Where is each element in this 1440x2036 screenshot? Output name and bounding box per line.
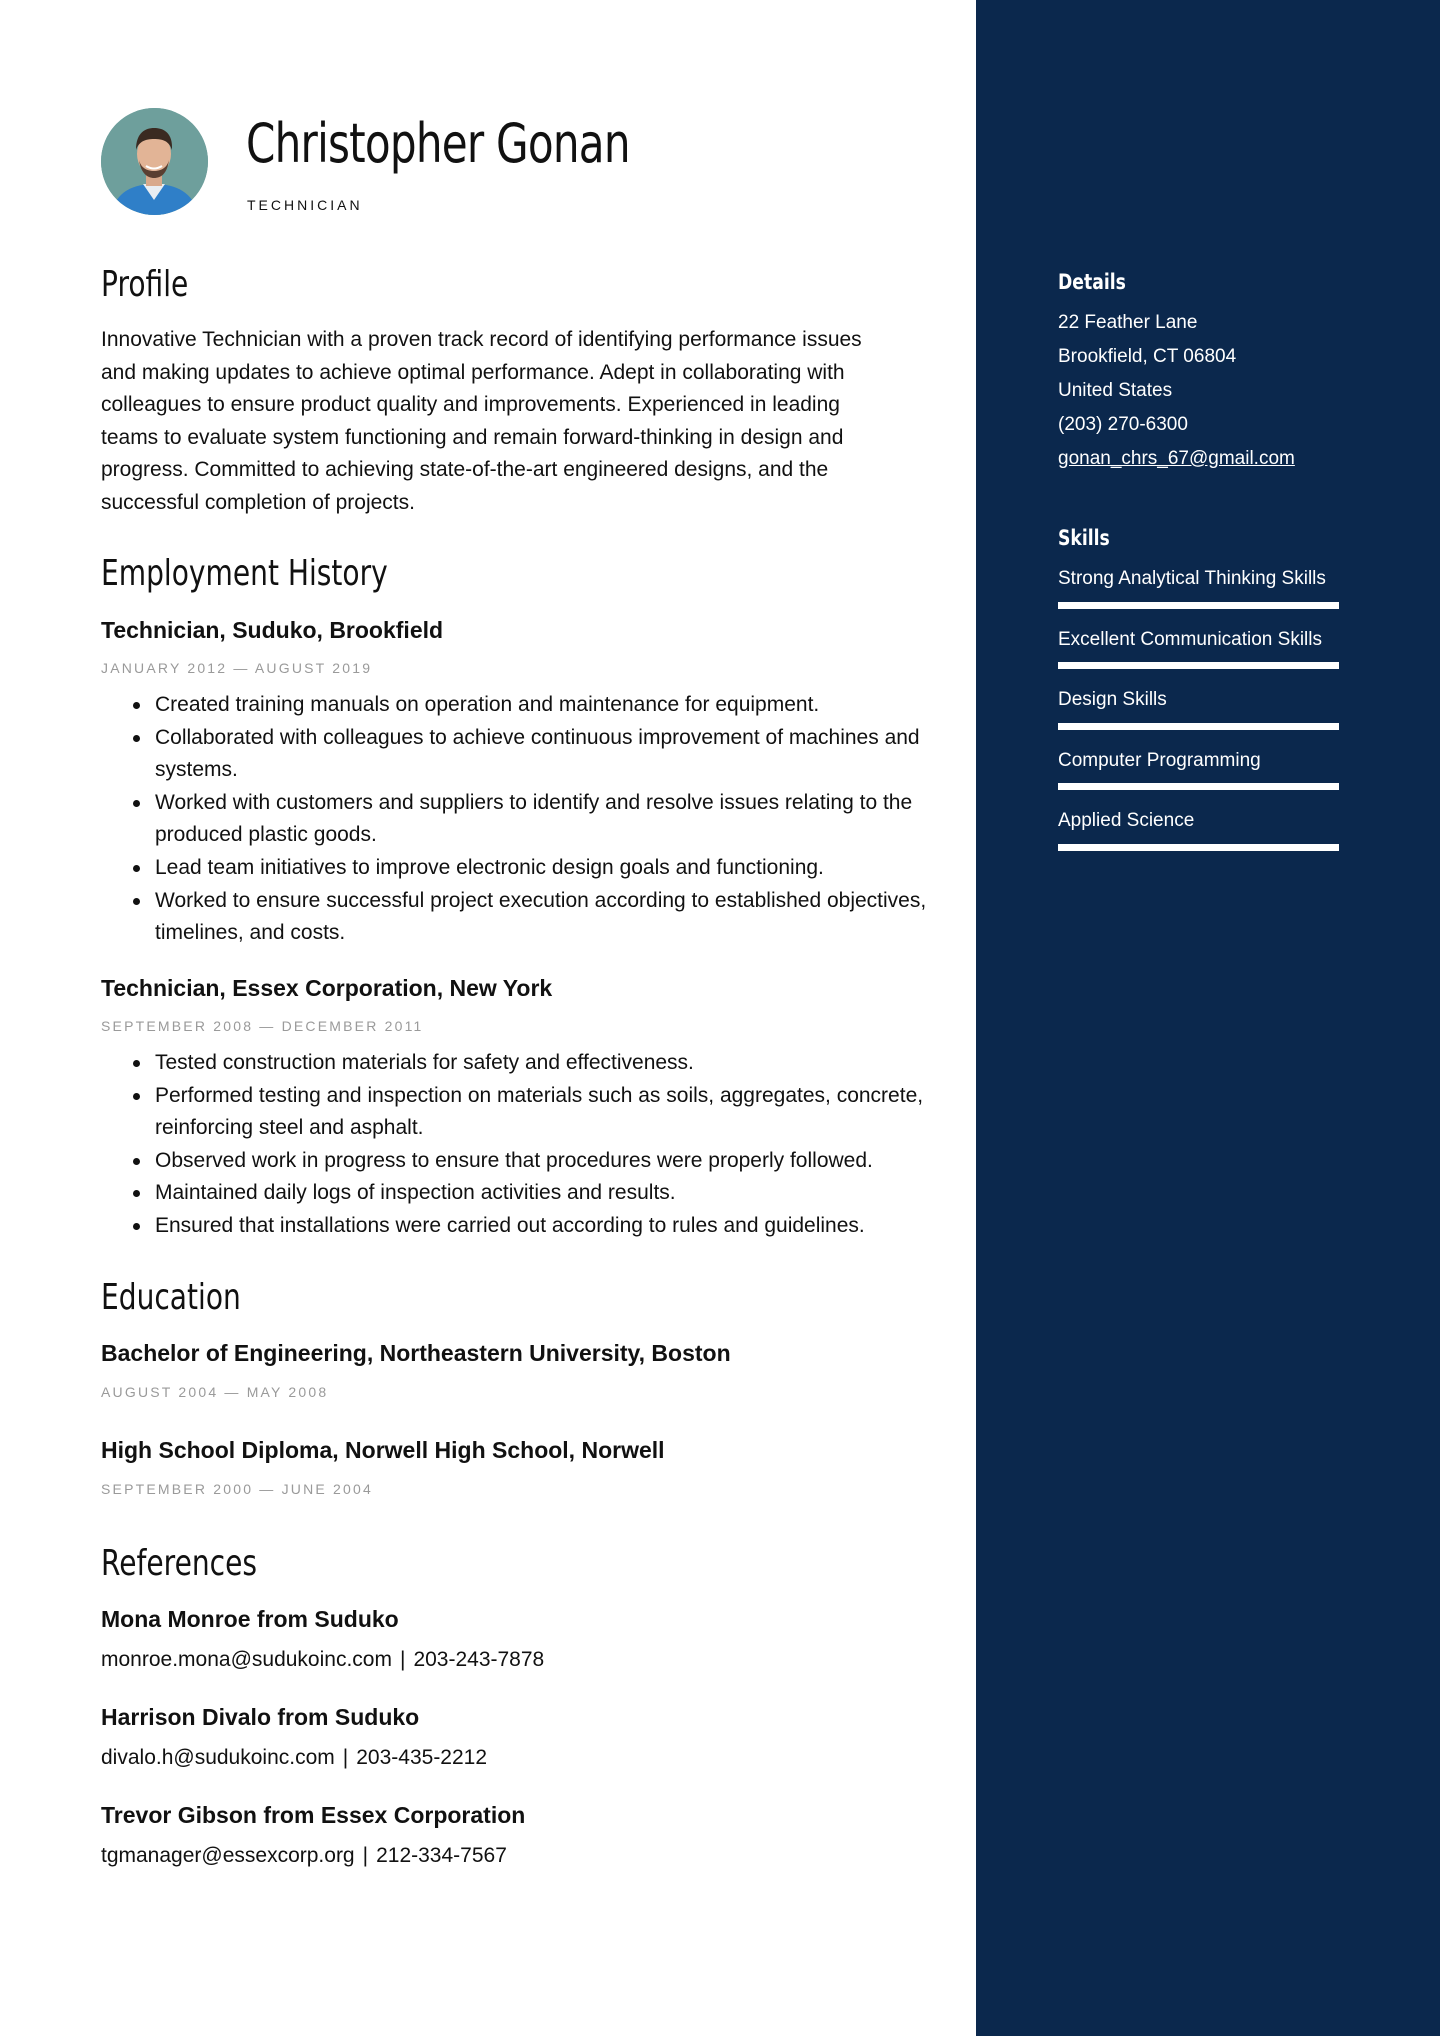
job-title: Technician, Suduko, Brookfield [101,617,444,643]
reference-name: Trevor Gibson from Essex Corporation [101,1802,526,1828]
reference-contact [101,1746,487,1770]
candidate-name: Christopher Gonan [246,112,630,175]
reference-phone: 212-334-7567 [376,1844,507,1867]
skill-label: Design Skills [1058,689,1167,710]
job-bullet: Performed testing and inspection on materials such as soils, aggregates, concrete, reinforcing steel and asphalt. [155,1080,955,1145]
job-dates: JANUARY 2012 — AUGUST 2019 [101,660,373,676]
job-bullet: Collaborated with colleagues to achieve continuous improvement of machines and systems. [155,722,955,787]
skill-label: Excellent Communication Skills [1058,629,1322,650]
reference-name: Harrison Divalo from Suduko [101,1704,420,1730]
reference-separator: | [362,1844,369,1867]
job-dates: SEPTEMBER 2008 — DECEMBER 2011 [101,1018,424,1034]
skill-level-bar [1058,723,1339,730]
reference-separator: | [342,1746,349,1769]
education-heading: Education [101,1277,241,1318]
education-title: High School Diploma, Norwell High School, Norwell [101,1437,665,1463]
details-heading: Details [1058,270,1126,294]
job-bullet: Worked with customers and suppliers to identify and resolve issues relating to the produced plastic goods. [155,787,955,852]
education-title: Bachelor of Engineering, Northeastern University, Boston [101,1340,731,1366]
job-bullet: Tested construction materials for safety and effectiveness. [155,1047,955,1080]
references-heading: References [101,1543,258,1584]
education-dates: SEPTEMBER 2000 — JUNE 2004 [101,1481,373,1497]
education-dates: AUGUST 2004 — MAY 2008 [101,1384,329,1400]
skills-heading: Skills [1058,526,1110,550]
address-line-2: Brookfield, CT 06804 [1058,346,1237,367]
job-title: Technician, Essex Corporation, New York [101,975,553,1001]
phone-number: (203) 270-6300 [1058,414,1188,435]
reference-separator: | [399,1648,406,1671]
job-bullet-list [101,689,955,950]
skill-level-bar [1058,662,1339,669]
reference-contact [101,1648,544,1672]
person-photo-icon [101,108,208,215]
job-bullet: Lead team initiatives to improve electronic design goals and functioning. [155,852,955,885]
job-bullet: Maintained daily logs of inspection activities and results. [155,1177,955,1210]
skill-label: Applied Science [1058,810,1195,831]
candidate-title: TECHNICIAN [247,197,363,213]
job-bullet: Ensured that installations were carried out according to rules and guidelines. [155,1210,955,1243]
address-country: United States [1058,380,1173,401]
employment-heading: Employment History [101,553,388,594]
job-bullet-list [101,1047,955,1243]
job-bullet: Worked to ensure successful project execution according to established objectives, timelines, and costs. [155,885,955,950]
skill-label: Strong Analytical Thinking Skills [1058,568,1326,589]
skill-level-bar [1058,844,1339,851]
job-bullet: Created training manuals on operation and maintenance for equipment. [155,689,955,722]
reference-contact [101,1844,507,1868]
profile-summary: Innovative Technician with a proven track record of identifying performance issues and making updates to achieve optimal performance. Adept in collaborating with colleagues to ensure product quality and improvements. Experienced in leading teams to evaluate system functioning and remain forward-thinking in design and progress. Committed to achieving state-of-the-art engineered designs, and the successful completion of projects. [101,328,862,514]
reference-phone: 203-243-7878 [413,1648,545,1671]
skill-label: Computer Programming [1058,750,1261,771]
avatar [101,108,208,215]
reference-email[interactable]: tgmanager@essexcorp.org [101,1844,355,1867]
reference-name: Mona Monroe from Suduko [101,1606,399,1632]
resume-sidebar [976,0,1440,2036]
skill-level-bar [1058,783,1339,790]
reference-email[interactable]: divalo.h@sudukoinc.com [101,1746,335,1769]
reference-email[interactable]: monroe.mona@sudukoinc.com [101,1648,392,1671]
profile-heading: Profile [101,264,189,305]
reference-phone: 203-435-2212 [356,1746,488,1769]
address-line-1: 22 Feather Lane [1058,312,1198,333]
job-bullet: Observed work in progress to ensure that procedures were properly followed. [155,1145,955,1178]
email-link[interactable]: gonan_chrs_67@gmail.com [1058,448,1295,469]
skill-level-bar [1058,602,1339,609]
